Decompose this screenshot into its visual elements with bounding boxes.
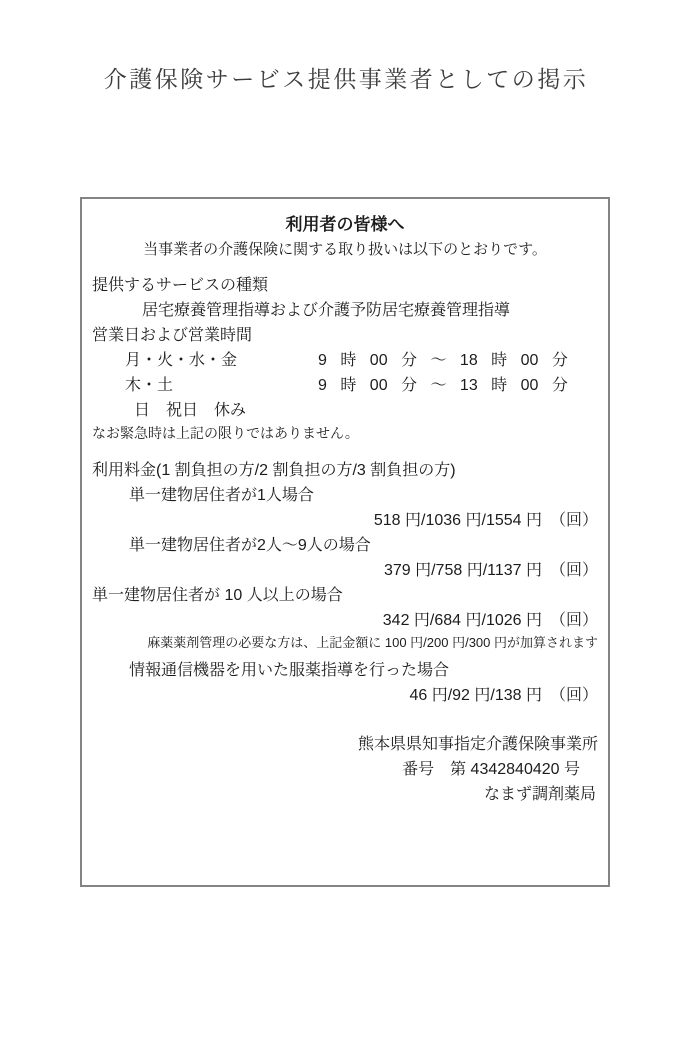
notice-heading: 利用者の皆様へ [285,215,405,234]
closed-days: 日 祝日 休み [134,402,247,419]
fee-case-telecom: 情報通信機器を用いた服薬指導を行った場合 [129,662,450,679]
fees-label: 利用料金(1 割負担の方/2 割負担の方/3 割負担の方) [92,462,456,479]
fee-price-single: 518 円/1036 円/1554 円 （回） [373,512,598,529]
document-title: 介護保険サービス提供事業者としての掲示 [103,67,589,92]
narcotics-surcharge-note: 麻薬薬剤管理の必要な方は、上記金額に 100 円/200 円/300 円が加算されます [147,635,598,650]
fee-case-single: 単一建物居住者が1人場合 [129,487,314,504]
provider-number: 番号 第 4342840420 号 [402,761,580,778]
notice-box [80,197,610,887]
fee-price-two-to-nine: 379 円/758 円/1137 円 （回） [383,562,598,579]
provider-footer [92,732,598,807]
fee-case-two-to-nine: 単一建物居住者が2人～9人の場合 [129,537,371,554]
emergency-note: なお緊急時は上記の限りではありません。 [92,425,359,441]
provider-designation: 熊本県県知事指定介護保険事業所 [357,736,598,753]
fee-price-ten-plus: 342 円/684 円/1026 円 （回） [382,612,598,629]
hours-days: 木・土 [125,377,174,394]
hours-time: 9 時 00 分 ～ 13 時 00 分 [318,377,568,394]
notice-intro: 当事業者の介護保険に関する取り扱いは以下のとおりです。 [143,241,547,258]
hours-row-weekdays [92,348,598,373]
hours-row-thu-sat [92,373,598,398]
hours-days: 月・火・水・金 [125,352,238,369]
business-hours-label: 営業日および営業時間 [92,327,253,344]
pharmacy-name: なまず調剤薬局 [483,786,596,803]
service-type-value: 居宅療養管理指導および介護予防居宅療養管理指導 [142,302,511,319]
fee-price-telecom: 46 円/92 円/138 円 （回） [409,687,598,704]
hours-time: 9 時 00 分 ～ 18 時 00 分 [318,352,568,369]
fee-case-ten-plus: 単一建物居住者が 10 人以上の場合 [92,587,343,604]
service-type-label: 提供するサービスの種類 [92,277,269,294]
